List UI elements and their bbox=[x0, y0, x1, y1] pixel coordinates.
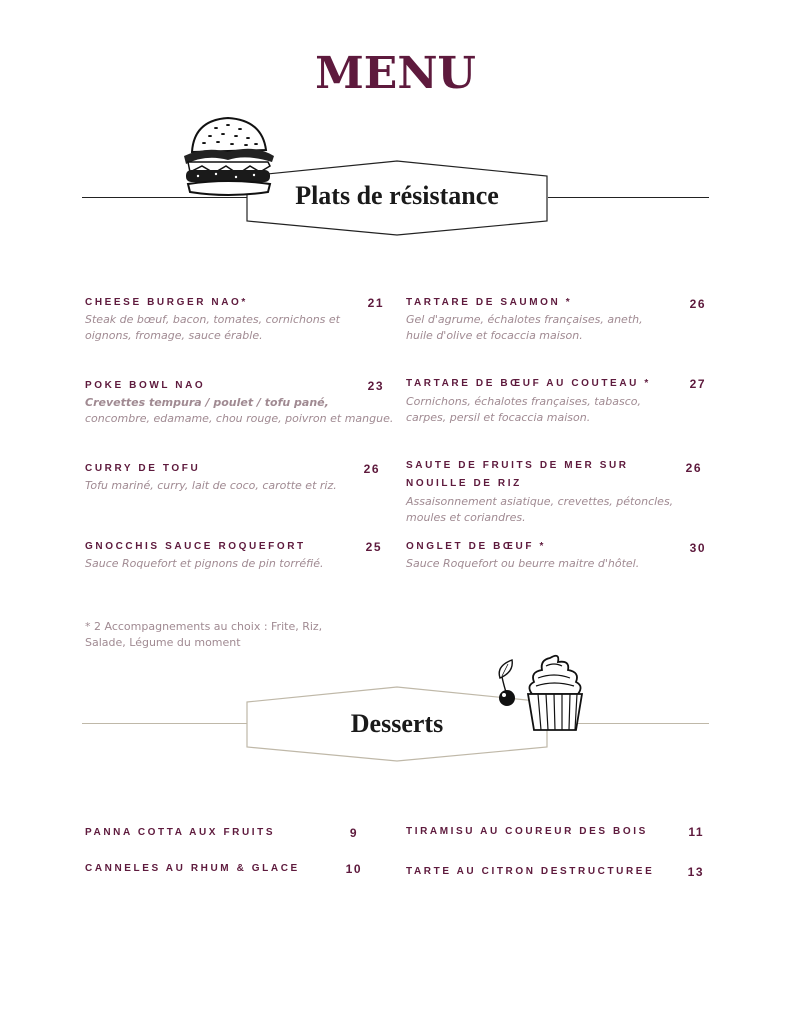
page-title: MENU bbox=[315, 48, 476, 99]
section-title-mains: Plats de résistance bbox=[295, 181, 499, 210]
menu-item-name: TARTE AU CITRON DESTRUCTUREE bbox=[406, 866, 655, 877]
menu-item-description: Tofu mariné, curry, lait de coco, carotte et riz. bbox=[85, 479, 337, 492]
menu-item-price: 26 bbox=[689, 297, 706, 311]
menu-item-name: CURRY DE TOFU bbox=[85, 463, 201, 474]
menu-item-price: 27 bbox=[689, 377, 706, 391]
divider-right bbox=[548, 197, 709, 198]
menu-item-price: 30 bbox=[689, 541, 706, 555]
cherry-icon bbox=[490, 658, 522, 710]
menu-item-name: TARTARE DE BŒUF AU COUTEAU * bbox=[406, 378, 651, 389]
menu-item-name: GNOCCHIS SAUCE ROQUEFORT bbox=[85, 541, 306, 552]
menu-item-price: 13 bbox=[687, 865, 704, 879]
menu-item-price: 26 bbox=[685, 461, 702, 475]
menu-item-name: POKE BOWL NAO bbox=[85, 380, 206, 391]
menu-item-price: 10 bbox=[345, 862, 362, 876]
menu-item-name: PANNA COTTA AUX FRUITS bbox=[85, 827, 276, 838]
divider-left bbox=[82, 723, 247, 724]
menu-item-price: 26 bbox=[363, 462, 380, 476]
menu-item-description: Sauce Roquefort ou beurre maitre d'hôtel. bbox=[406, 557, 640, 570]
burger-icon bbox=[176, 114, 280, 198]
menu-item-description: Cornichons, échalotes françaises, tabasco, carpes, persil et focaccia maison. bbox=[406, 395, 641, 424]
menu-item-description: Gel d'agrume, échalotes françaises, aneth, huile d'olive et focaccia maison. bbox=[406, 313, 643, 342]
menu-item-description: Assaisonnement asiatique, crevettes, pétoncles, moules et coriandres. bbox=[406, 495, 674, 524]
menu-item-name: CANNELES AU RHUM & GLACE bbox=[85, 863, 300, 874]
menu-item-name: TIRAMISU AU COUREUR DES BOIS bbox=[406, 826, 648, 837]
menu-item-price: 23 bbox=[367, 379, 384, 393]
menu-item-price: 9 bbox=[349, 826, 358, 840]
menu-item-description-rest: concombre, edamame, chou rouge, poivron et mangue. bbox=[85, 412, 394, 425]
menu-item-name: TARTARE DE SAUMON * bbox=[406, 297, 573, 308]
menu-item-name: SAUTE DE FRUITS DE MER SUR NOUILLE DE RIZ bbox=[406, 460, 629, 489]
menu-item-description: Steak de bœuf, bacon, tomates, cornichons et oignons, fromage, sauce érable. bbox=[85, 313, 340, 342]
section-title-desserts: Desserts bbox=[350, 709, 444, 738]
menu-item-description-highlight: Crevettes tempura / poulet / tofu pané, bbox=[85, 396, 329, 409]
menu-item-price: 21 bbox=[367, 296, 384, 310]
accompaniments-note: * 2 Accompagnements au choix : Frite, Riz, Salade, Légume du moment bbox=[85, 620, 323, 649]
menu-item-price: 11 bbox=[688, 825, 704, 839]
cupcake-icon bbox=[524, 652, 586, 734]
menu-item-description: Sauce Roquefort et pignons de pin torréfié. bbox=[85, 557, 324, 570]
menu-item-name: CHEESE BURGER NAO* bbox=[85, 297, 248, 308]
menu-item-price: 25 bbox=[365, 540, 382, 554]
menu-item-name: ONGLET DE BŒUF * bbox=[406, 541, 546, 552]
menu-item-description bbox=[85, 395, 395, 427]
